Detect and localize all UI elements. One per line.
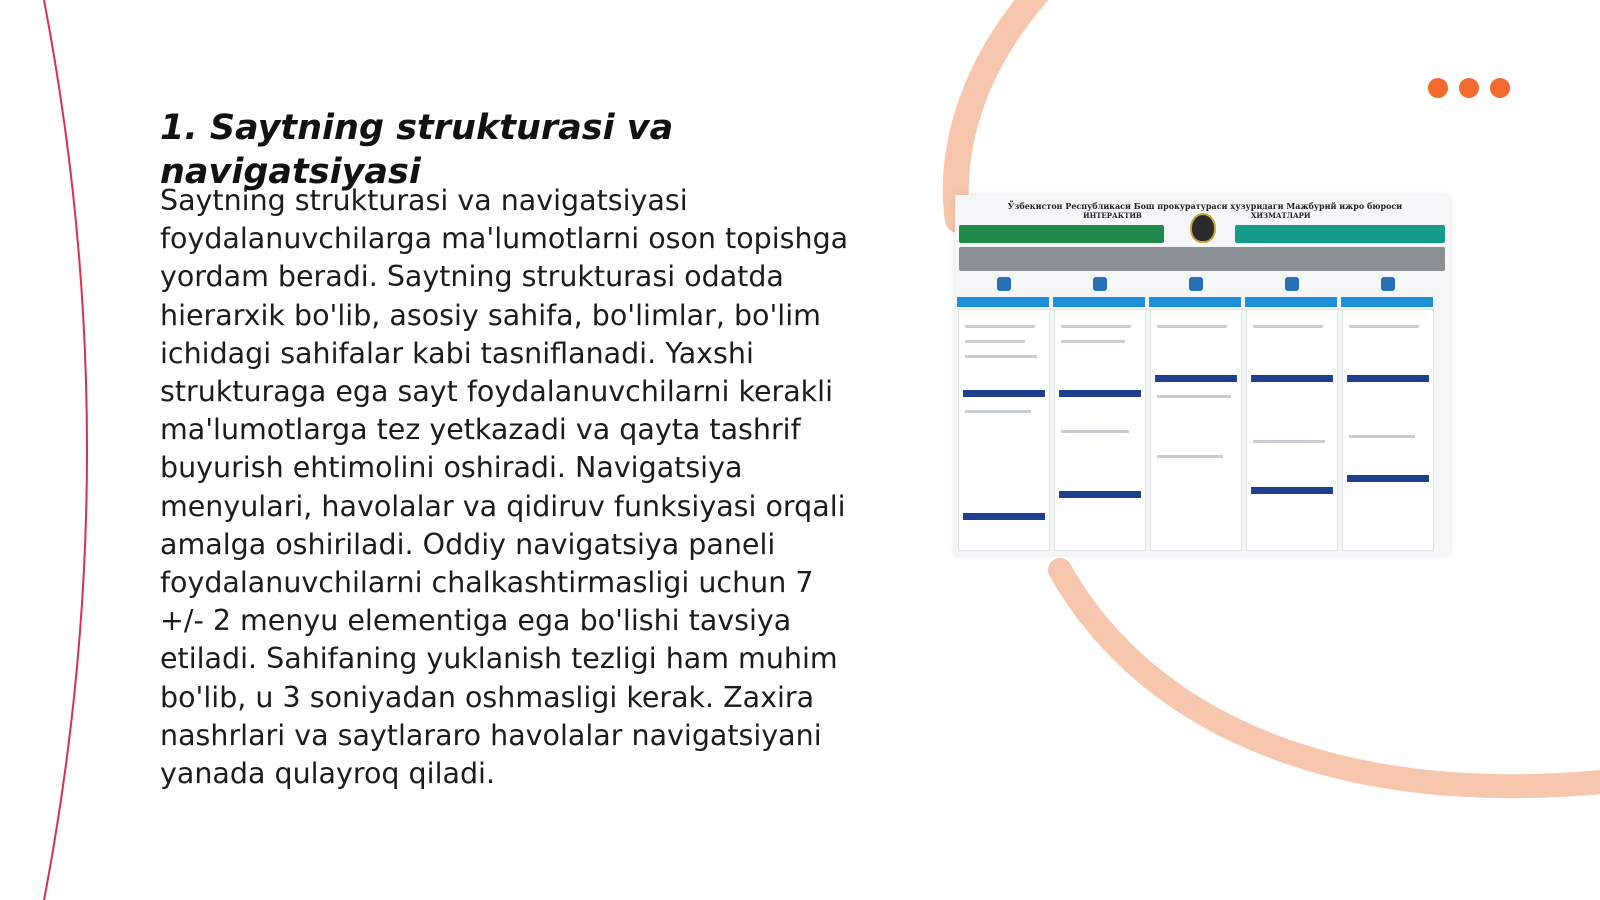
column-icon-5 [1381,277,1395,291]
slide-title: 1. Saytning strukturasi va navigatsiyasi [160,108,674,192]
column-panel-3 [1150,309,1242,551]
dot-1 [1428,78,1448,98]
slide-body-text: Saytning strukturasi va navigatsiyasi foydalanuvchilarga ma'lumotlarni oson topishga yordam beradi. Saytning strukturasi odatda hierarxik bo'lib, asosiy sahifa, bo'limlar, bo'lim ichidagi sahifalar kabi tasniflanadi. Yaxshi strukturaga ega sayt foydalanuvchilarni kerakli ma'lumotlarga tez yetkazadi va qayta tashrif buyurish ehtimolini oshiradi. Navigatsiya menyulari, havolalar va qidiruv funksiyasi orqali amalga oshiriladi. Oddiy navigatsiya paneli foydalanuvchilarni chalkashtirmasligi uchun 7 +/- 2 menyu elementiga ega bo'lishi tavsiya etiladi. Sahifaning yuklanish tezligi ham muhim bo'lib, u 3 soniyadan oshmasligi kerak. Zaxira nashrlari va saytlararo havolalar navigatsiyani yanada qulayroq qiladi. [160,184,849,791]
form-line [1349,325,1419,328]
form-line [1061,325,1131,328]
form-button [1251,487,1333,494]
column-header-5 [1341,297,1433,307]
screenshot-left-sub: ИНТЕРАКТИВ [1083,211,1142,220]
left-red-curve [44,0,87,900]
green-banner [959,225,1164,243]
form-button [963,390,1045,397]
form-line [1061,430,1129,433]
column-icon-2 [1093,277,1107,291]
form-line [965,340,1025,343]
column-icon-4 [1285,277,1299,291]
form-line [965,325,1035,328]
form-button [1155,375,1237,382]
form-line [1157,455,1223,458]
gray-banner [959,247,1445,271]
screenshot-right-sub: ХИЗМАТЛАРИ [1251,211,1311,220]
form-button [1059,390,1141,397]
dot-3 [1490,78,1510,98]
column-icon-3 [1189,277,1203,291]
form-button [1251,375,1333,382]
screenshot-heading: Ўзбекистон Республикаси Бош прокуратураси ҳузуридаги Мажбурий ижро бюроси [1007,201,1403,211]
column-header-4 [1245,297,1337,307]
column-header-2 [1053,297,1145,307]
form-line [1157,395,1231,398]
form-button [1059,491,1141,498]
form-button [963,513,1045,520]
website-screenshot-image [955,195,1450,555]
form-line [1061,340,1125,343]
column-icon-1 [997,277,1011,291]
emblem-icon [1190,213,1216,243]
form-line [965,355,1037,358]
menu-dots [1428,78,1510,98]
peach-arc-lower [1060,570,1600,786]
form-line [965,410,1031,413]
teal-banner [1235,225,1445,243]
column-panel-4 [1246,309,1338,551]
peach-arc-upper [956,0,1040,220]
form-line [1157,325,1227,328]
form-line [1349,435,1415,438]
column-panel-5 [1342,309,1434,551]
form-button [1347,475,1429,482]
form-line [1253,440,1325,443]
column-header-1 [957,297,1049,307]
dot-2 [1459,78,1479,98]
form-button [1347,375,1429,382]
form-line [1253,325,1323,328]
column-header-3 [1149,297,1241,307]
